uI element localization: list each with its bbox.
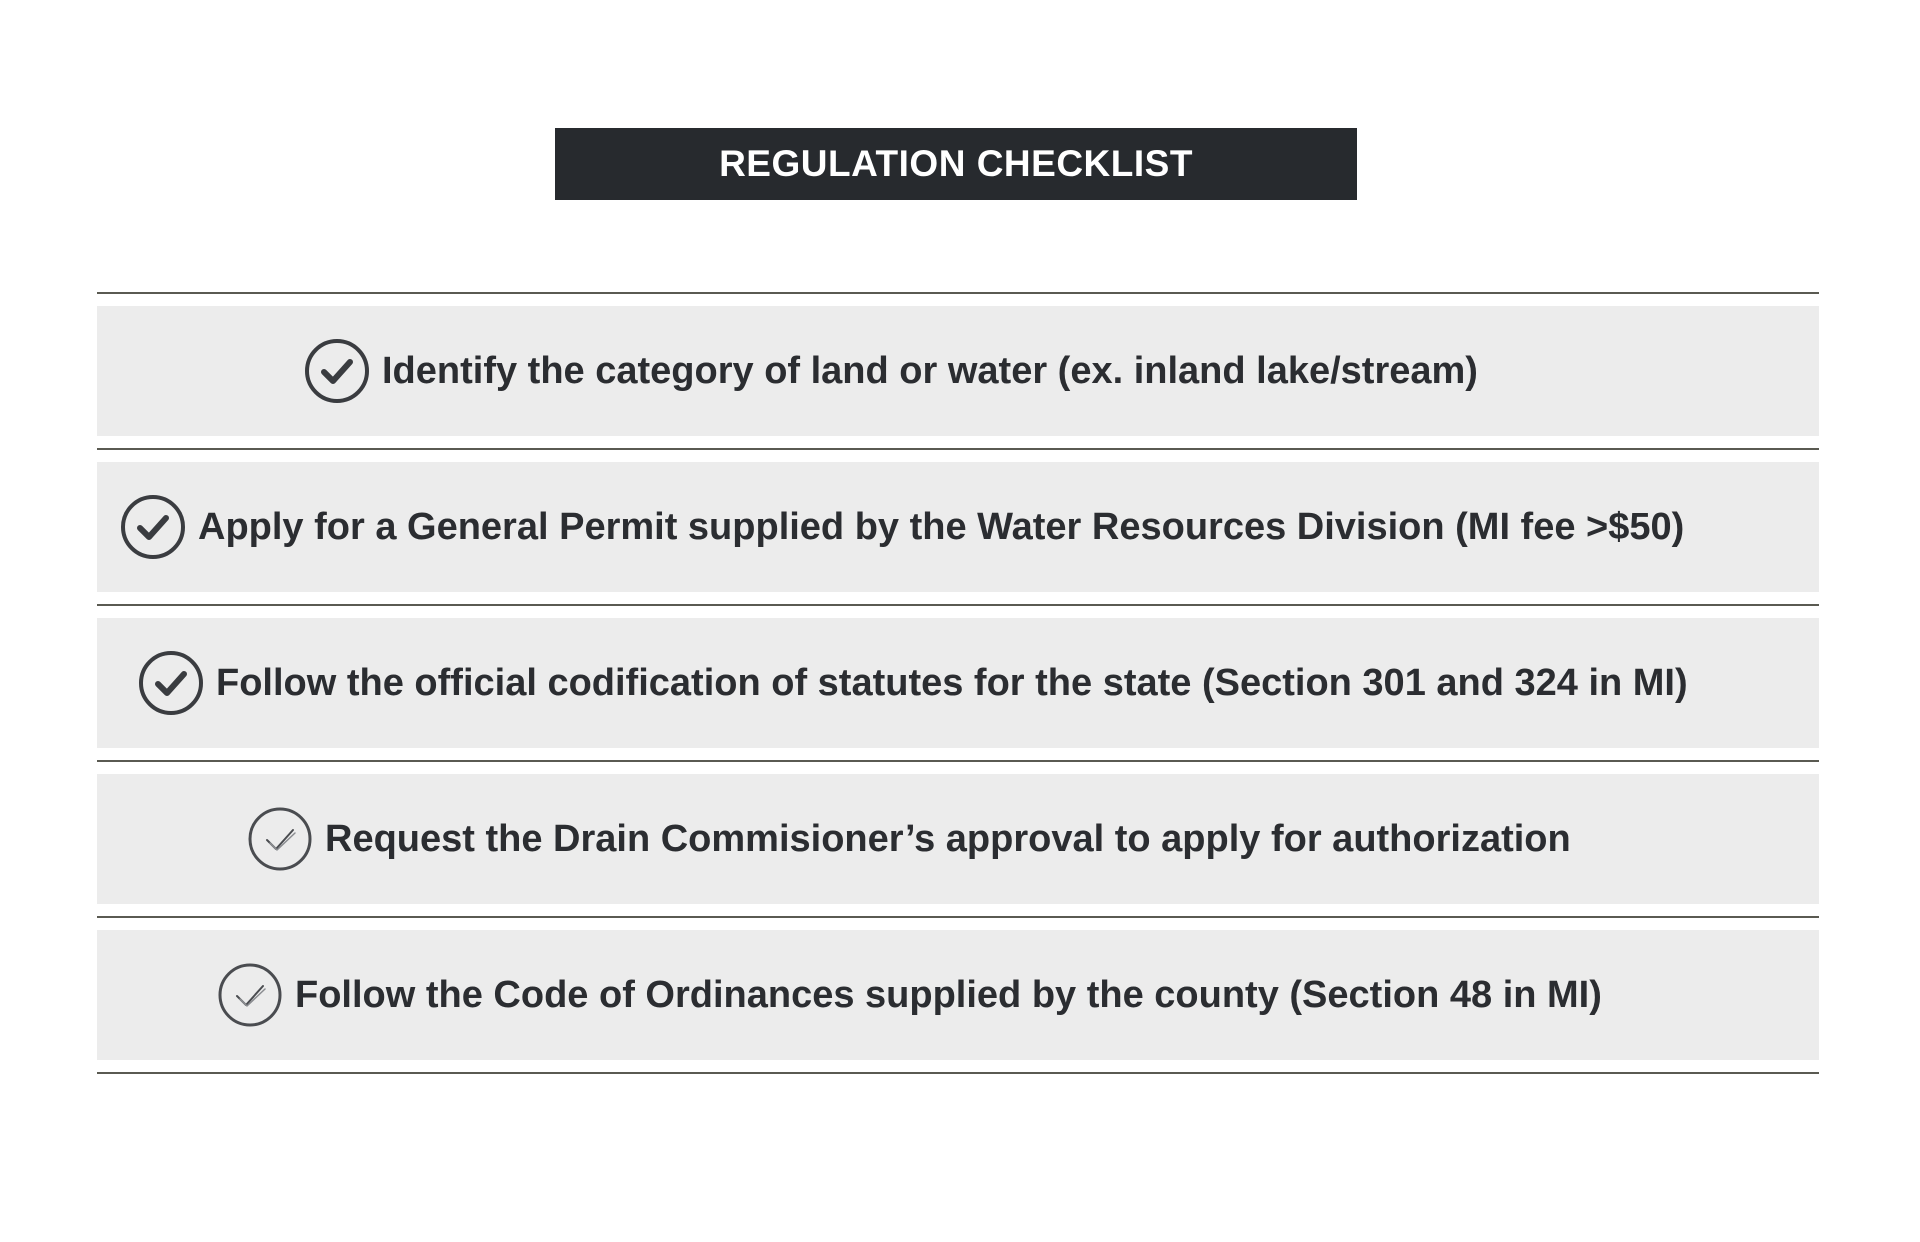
checklist-item <box>97 774 1819 904</box>
checklist-item-text: Identify the category of land or water (ex. inland lake/stream) <box>382 349 1478 392</box>
checklist-item-text: Follow the official codification of statutes for the state (Section 301 and 324 in MI) <box>216 661 1688 704</box>
divider <box>97 916 1819 918</box>
divider <box>97 1072 1819 1074</box>
checklist-item <box>97 930 1819 1060</box>
page-title-text: REGULATION CHECKLIST <box>719 143 1193 184</box>
divider <box>97 448 1819 450</box>
check-circle-icon <box>304 338 370 404</box>
divider <box>97 760 1819 762</box>
checklist-item-text: Apply for a General Permit supplied by the Water Resources Division (MI fee >$50) <box>198 505 1685 548</box>
checklist-item <box>97 462 1819 592</box>
checklist-item-text: Follow the Code of Ordinances supplied by the county (Section 48 in MI) <box>295 973 1602 1016</box>
checklist-item <box>97 618 1819 748</box>
page-title <box>555 128 1357 200</box>
checklist-item-text: Request the Drain Commisioner’s approval to apply for authorization <box>325 817 1571 860</box>
divider <box>97 604 1819 606</box>
check-circle-icon <box>120 494 186 560</box>
check-circle-icon <box>138 650 204 716</box>
checklist-item <box>97 306 1819 436</box>
check-circle-icon <box>247 806 313 872</box>
check-circle-icon <box>217 962 283 1028</box>
divider <box>97 292 1819 294</box>
regulation-checklist <box>97 292 1819 1074</box>
